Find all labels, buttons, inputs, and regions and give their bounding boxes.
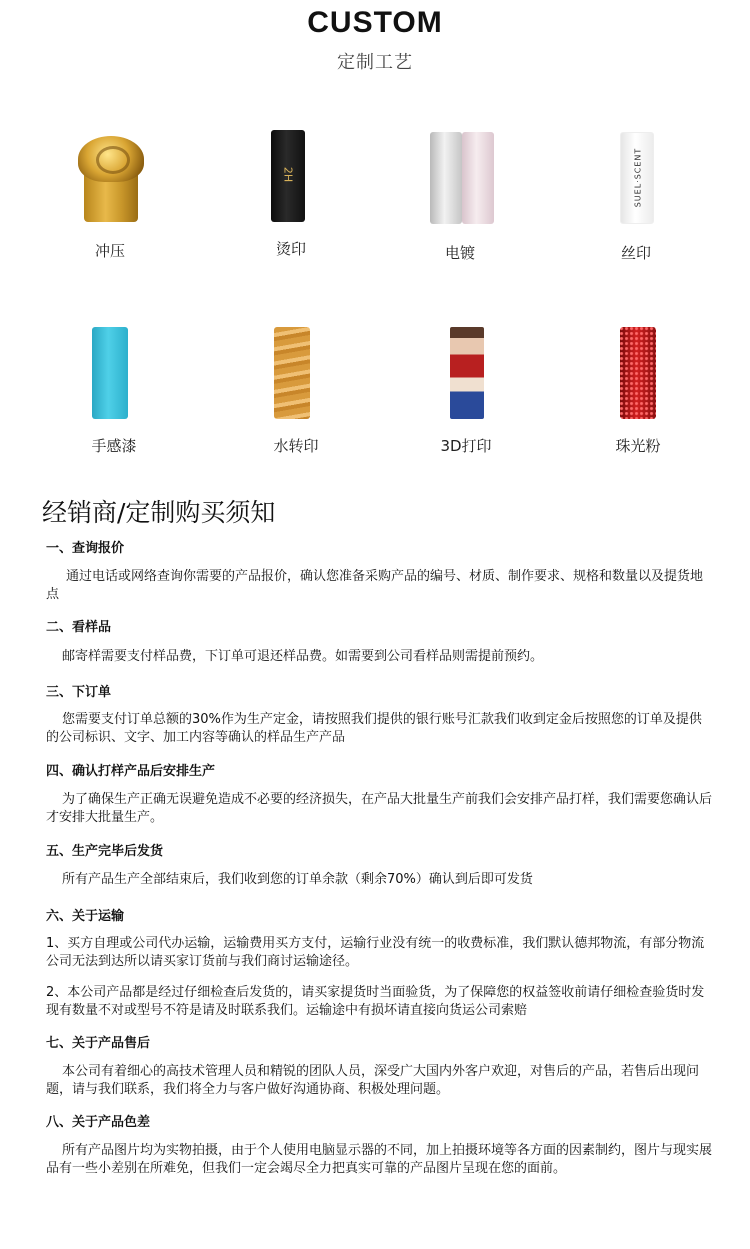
section-heading: 三、下订单 (46, 685, 112, 700)
craft-label: 烫印 (275, 240, 306, 258)
gold-stamped-cap-bottle-icon (50, 128, 170, 228)
section-heading: 六、关于运输 (46, 909, 125, 924)
page-subtitle: 定制工艺 (337, 52, 413, 73)
notice-title: 经销商/定制购买须知 (42, 498, 276, 527)
section-paragraph: 邮寄样需要支付样品费，下订单可退还样品费。如需要到公司看样品则需提前预约。 (62, 649, 544, 664)
page-title: CUSTOM (307, 6, 443, 39)
craft-label: 丝印 (620, 244, 651, 262)
section-paragraph: 本公司有着细心的高技术管理人员和精锐的团队人员，深受广大国内外客户欢迎，对售后的产品，若售后出现问题，请与我们联系，我们将全力与客户做好沟通协商、积极处理问题。 (46, 1064, 700, 1097)
section-heading: 一、查询报价 (46, 541, 125, 556)
section-heading: 五、生产完毕后发货 (46, 844, 164, 859)
cyan-soft-touch-bottle-icon (54, 327, 174, 427)
section-heading: 四、确认打样产品后安排生产 (46, 764, 216, 779)
electroplated-bottles-icon (424, 132, 544, 232)
section-paragraph: 通过电话或网络查询你需要的产品报价，确认您准备采购产品的编号、材质、制作要求、规格和数量以及提货地点 (46, 569, 704, 602)
white-silkscreen-bottle-icon (620, 132, 740, 232)
bottle-print: SUEL·SCENT (633, 147, 643, 208)
3d-printed-bottle-icon (398, 327, 518, 427)
section-heading: 八、关于产品色差 (46, 1115, 151, 1130)
craft-label: 冲压 (94, 242, 125, 260)
section-paragraph: 所有产品生产全部结束后，我们收到您的订单余款（剩余70%）确认到后即可发货 (62, 872, 533, 887)
craft-label: 水转印 (273, 437, 319, 455)
bottle-print: 2H (281, 166, 295, 183)
section-paragraph: 为了确保生产正确无误避免造成不必要的经济损失，在产品大批量生产前我们会安排产品打样，我们需要您确认后才安排大批量生产。 (46, 792, 713, 825)
craft-label: 3D打印 (440, 437, 492, 455)
section-heading: 七、关于产品售后 (46, 1036, 151, 1051)
section-heading: 二、看样品 (46, 620, 112, 635)
section-paragraph: 所有产品图片均为实物拍摄，由于个人使用电脑显示器的不同，加上拍摄环境等各方面的因素制约，图片与现实展品有一些小差别在所难免，但我们一定会竭尽全力把真实可靠的产品图片呈现在您的面前。 (46, 1143, 713, 1176)
craft-label: 电镀 (444, 244, 475, 262)
red-pearl-bottle-icon (594, 327, 714, 427)
section-paragraph: 1、买方自理或公司代办运输，运输费用买方支付，运输行业没有统一的收费标准，我们默认德邦物流，有部分物流公司无法到达所以请买家订货前与我们商讨运输途径。 (46, 936, 705, 969)
section-paragraph: 2、本公司产品都是经过仔细检查后发货的，请买家提货时当面验货，为了保障您的权益签收前请仔细检查验货时发现有数量不对或型号不符是请及时联系我们。运输途中有损坏请直接向货运公司索赔 (46, 985, 705, 1018)
craft-label: 珠光粉 (615, 437, 661, 455)
wood-grain-transfer-bottle-icon (236, 327, 356, 427)
black-hot-stamp-bottle-icon (231, 130, 351, 230)
section-paragraph: 您需要支付订单总额的30%作为生产定金，请按照我们提供的银行账号汇款我们收到定金后按照您的订单及提供的公司标识、文字、加工内容等确认的样品生产产品 (46, 712, 702, 745)
craft-label: 手感漆 (91, 437, 137, 455)
